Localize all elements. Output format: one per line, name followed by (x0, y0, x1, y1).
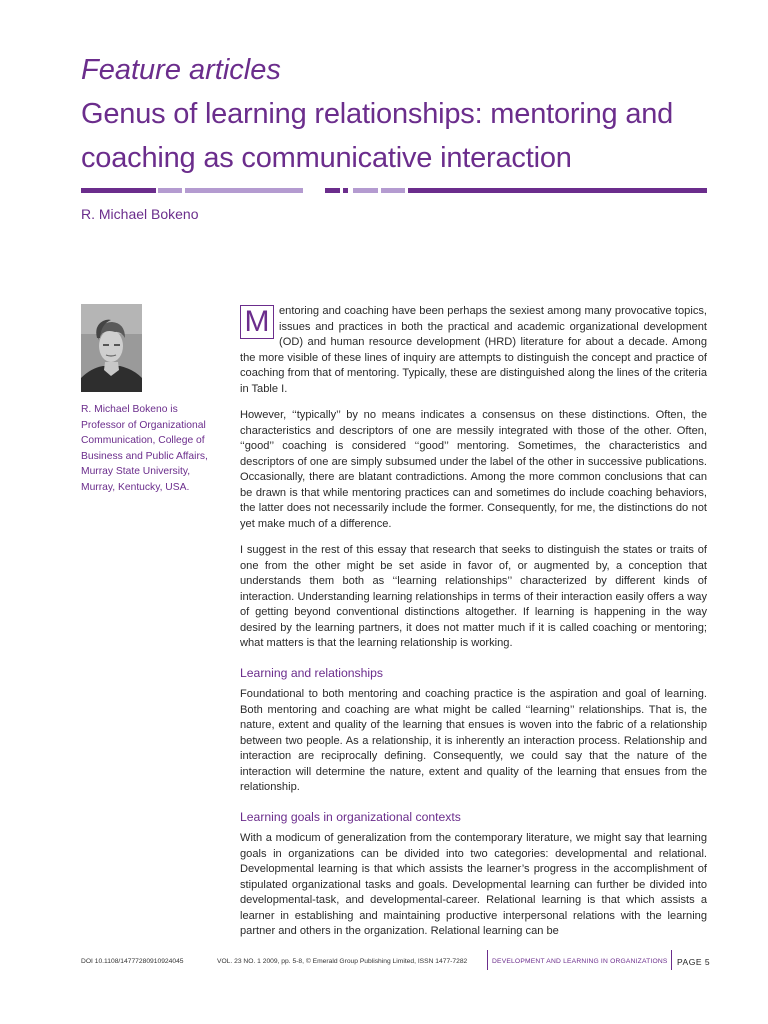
footer-divider (487, 950, 488, 970)
footer-journal: DEVELOPMENT AND LEARNING IN ORGANIZATIONS (492, 958, 668, 965)
paragraph-5: With a modicum of generalization from the contemporary literature, we might say that learning goals in organizations can be divided into two categories: developmental and relational. Developmental learning is that which assists the learner’s progress in the accomplishment of stipulated organizational tasks and goals. Developmental learning can further be divided into developmental-task, and developmental-career. Relational learning is that which assists a learner in establishing and maintaining productive interpersonal relations with the learning partner and others in the organization. Relational learning can be (240, 832, 707, 937)
author-photo (81, 304, 142, 392)
intro-paragraph (240, 304, 707, 397)
rule-segment (185, 188, 303, 193)
drop-cap: M (240, 305, 274, 339)
page-number: PAGE 5 (677, 957, 711, 967)
portrait-icon (81, 304, 142, 392)
rule-segment (325, 188, 340, 193)
author-bio: R. Michael Bokeno is Professor of Organizational Communication, College of Business and Public Affairs, Murray State University, Murray, Kentucky, USA. (81, 404, 208, 493)
paragraph-3: I suggest in the rest of this essay that research that seeks to distinguish the states or traits of one from the other might be set aside in favor of, or augmented by, a conception that understands them both as ‘‘learning relationships’’ characterized by different kinds of interaction. Understanding learning relationships in terms of their interaction easily offers a way of getting beyond conventional distinctions altogether. If learning is happening in the way desired by the learning partners, it does not matter much if it is called coaching or mentoring; what matters is that the learning relationship is working. (240, 544, 707, 649)
paragraph-4: Foundational to both mentoring and coaching practice is the aspiration and goal of learning. Both mentoring and coaching are what might be called ‘‘learning’’ relationships. That is, the nature, extent and quality of the learning that ensues is woven into the fabric of a relationship between two people. As a relationship, it is inherently an interaction process. Relationship and interaction are reciprocally defining. Consequently, we could say that the nature of the interaction will determine the nature, extent and quality of the learning that ensues from the relationship. (240, 688, 707, 793)
rule-segment (158, 188, 182, 193)
intro-text: entoring and coaching have been perhaps the sexiest among many provocative topics, issues and practices in both the practical and academic organizational development (OD) and human resource development (HRD) literature for about a decade. Among the more visible of these lines of inquiry are attempts to distinguish the concept and practice of coaching from that of mentoring. Typically, these are distinguished along the lines of the criteria in Table I. (240, 305, 707, 395)
footer-doi: DOI 10.1108/14777280910924045 (81, 958, 184, 965)
footer-citation: VOL. 23 NO. 1 2009, pp. 5-8, © Emerald Group Publishing Limited, ISSN 1477-7282 (217, 958, 468, 965)
rule-segment (381, 188, 405, 193)
rule-segment (81, 188, 156, 193)
section-heading-learning-goals: Learning goals in organizational contexts (240, 809, 461, 824)
kicker: Feature articles (81, 54, 281, 86)
rule-segment (343, 188, 348, 193)
footer-divider (671, 950, 672, 970)
author-name: R. Michael Bokeno (81, 206, 199, 222)
section-heading-learning-relationships: Learning and relationships (240, 665, 383, 680)
rule-segment (353, 188, 378, 193)
paragraph-2: However, ‘‘typically’’ by no means indicates a consensus on these distinctions. Often, the characteristics and descriptors of one are messily integrated with those of the other. Often, ‘‘good’’ coaching is considered ‘‘good’’ mentoring. Sometimes, the characteristics and descriptors of one are simply subsumed under the label of the other in successive publications. Occasionally, there are blatant contradictions. Among the more common conclusions that can be drawn is that while mentoring practices can and sometimes do include coaching behaviors, the latter does not necessarily include the former. Consequently, for me, the distinctions do not yet make much of a difference. (240, 409, 707, 530)
rule-segment (408, 188, 707, 193)
article-title: Genus of learning relationships: mentoring and coaching as communicative interaction (81, 98, 674, 174)
article-body (240, 304, 707, 951)
